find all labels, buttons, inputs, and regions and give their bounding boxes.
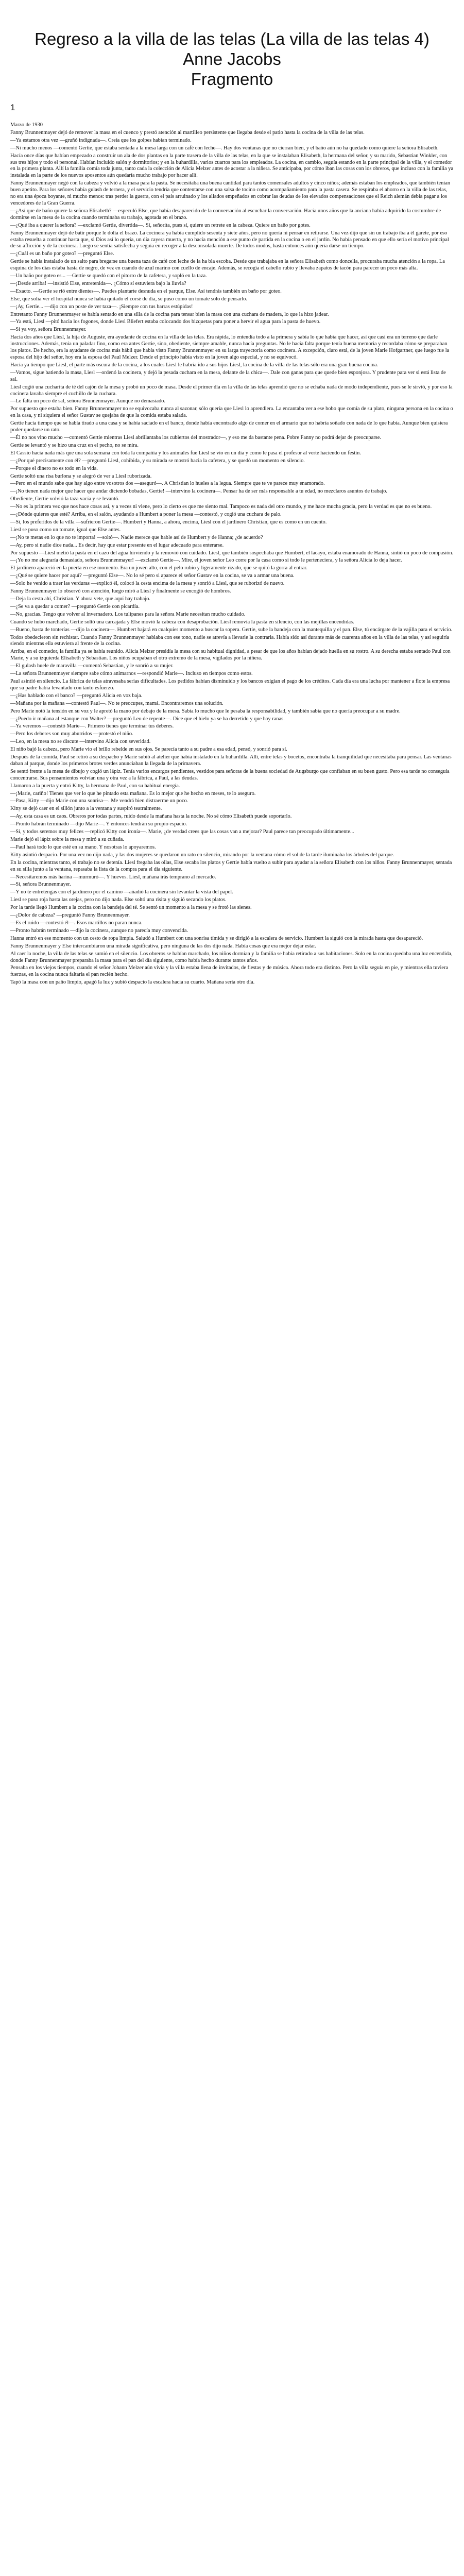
paragraph: Hacía dos años que Liesl, la hija de Auguste, era ayudante de cocina en la villa de las telas. Era rápida, lo entendía todo a la primera y sabía lo que había que hacer, así que casi era un terreno que darle instrucciones. Además, tenía un paladar fino, como era antes Gertie, sino, obediente, siempre amable, nunca hacía preguntas. No le hacía falta porque tenía buena memoria y recordaba cómo se preparaban los platos. De hecho, era la ayudante de cocina más hábil que había visto Fanny Brunnenmayer en su larga trayectoria como cocinera. A excepción, claro está, de la joven Marie Hofgartner, que luego fue la esposa del hijo del señor, hoy era la esposa del Paul Melzer. Desde el principio había visto en la joven algo especial, y no se equivocó. bbox=[10, 334, 450, 360]
paragraph: —Sí, y todos seremos muy felices —replicó Kitty con ironía—. Marie, ¿de verdad crees que las cosas van a mejorar? Paul parece tan preocupado últimamente... bbox=[10, 829, 354, 835]
paragraph: —Le falta un poco de sal, señora Brunnenmayer. Aunque no demasiado. bbox=[10, 398, 165, 404]
paragraph: —Ni mucho menos —comentó Gertie, que estaba sentada a la mesa larga con un café con leche—. Hay dos ventanas que no cierran bien, y el baño aún no ha quedado como quiere la señora Elisabeth. bbox=[10, 145, 439, 151]
paragraph: —Pasa, Kitty —dijo Marie con una sonrisa—. Me vendrá bien distraerme un poco. bbox=[10, 798, 188, 804]
paragraph: —¿Se va a quedar a comer? —preguntó Gertie con picardía. bbox=[10, 603, 140, 609]
paragraph: —El gulash huele de maravilla —comentó Sebastian, y le sonrió a su mujer. bbox=[10, 663, 174, 669]
paragraph: —¿Dónde quieres que esté? Arriba, en el salón, ayudando a Humbert a poner la mesa —contestó, y cogió una cuchara de palo. bbox=[10, 512, 282, 518]
paragraph: Por supuesto que estaba bien. Fanny Brunnenmayer no se equivocaba nunca al sazonar, sólo quería que Liesl lo aprendiera. La encantaba ver a ese bobo que comía de su plato, ninguna persona en la cocina o en la casa, y ni siquiera el señor Gustav se quejaba de que la comida estaba salada. bbox=[10, 406, 453, 419]
paragraph: Fanny Brunnenmayer negó con la cabeza y volvió a la masa para la pasta. Se necesitaba una buena cantidad para tantos comensales adultos y cinco niños; además estaban los empleados, que también tenían buen apetito. Para los señores había gulash de ternera, y el servicio tendría que contentarse con una salsa de tocino como acompañamiento para la pasta casera. Se respiraba el ahorro en la villa de las telas, no era una época boyante, ni mucho menos: tras perder la guerra, con el país arruinado y los aliados empeñados en cobrar las deudas de los elevados compensaciones que el Reich alemán debía pagar a los vencedores de la Gran Guerra. bbox=[10, 180, 451, 206]
paragraph: El Cassio hacía nada más que una sola semana con toda la compañía y los animales fue Liesl se vio en un día y como le pasa el profesor al verte haciendo un festín. bbox=[10, 450, 361, 456]
paragraph: Gertie se había instalado de un salto para bregarse una buena taza de café con leche de la ha bla escoba. Desde que trabajaba en la señora Elisabeth como doncella, procuraba mucha atención a la ropa. La esquina de los días estaba hasta de negro, de vez en cuando de azul marino con cuello de encaje. Además, se recogía el cabello rubio y llevaba zapatos de tacón para parecer un poco más alta. bbox=[10, 259, 445, 272]
paragraph: Hanna entró en ese momento con un cesto de ropa limpia. Saludó a Humbert con una sonrisa tímida y se dirigió a la escalera de servicio. Humbert la siguió con la mirada hasta que desapareció. bbox=[10, 935, 423, 941]
paragraph: Por supuesto —Liesl metió la pasta en el cazo del agua hirviendo y la removió con cuidado. Liesl, que también sospechaba que Humbert, el lacayo, estaba enamorado de Hanna, sintió un poco de compasión. bbox=[10, 550, 454, 556]
paragraph: Se sentó frente a la mesa de dibujo y cogió un lápiz. Tenía varios encargos pendientes, vestidos para señoras de la buena sociedad de Augsburgo que confiaban en su buen gusto. Pero esa tarde no conseguía concentrarse. Sus pensamientos volvían una y otra vez a la fábrica, a Paul, a las deudas. bbox=[10, 768, 450, 781]
paragraph: El niño bajó la cabeza, pero Marie vio el brillo rebelde en sus ojos. Se parecía tanto a su padre a esa edad, pensó, y sonrió para sí. bbox=[10, 747, 287, 753]
paragraph: Llamaron a la puerta y entró Kitty, la hermana de Paul, con su habitual energía. bbox=[10, 783, 180, 789]
paragraph: Liesl cogió una cucharita de té del cajón de la mesa y probó un poco de masa. Desde el primer día en la villa de las telas aprendió que no se echaba nada de modo independiente, pues se le sirvió, y por eso la cocinera lavaba siempre el cuchillo de la cuchara. bbox=[10, 384, 453, 397]
date-line: Marzo de 1930 bbox=[10, 122, 43, 128]
paragraph: Gertie se levantó y se hizo una cruz en el pecho, no se mira. bbox=[10, 442, 139, 448]
paragraph: —¡No tienen nada mejor que hacer que andar diciendo bobadas, Gertie! —intervino la cocinera—. Pensar ha de ser más responsable a tu edad, no mezclaros asuntos de trabajo. bbox=[10, 488, 387, 495]
paragraph: Por la tarde llegó Humbert a la cocina con la bandeja del té. Se sentó un momento a la mesa y se frotó las sienes. bbox=[10, 905, 252, 911]
paragraph: —No, gracias. Tengo que volver al invernadero. Los tulipanes para la señora Marie necesitan mucho cuidado. bbox=[10, 611, 246, 617]
paragraph: Hacía ya tiempo que Liesl, el parte más oscura de la cocina, a los cuales Liesl le habría ido a sus hijos Liesl, la cocina de la villa de las telas sólo era una gran buena cocina. bbox=[10, 362, 379, 368]
paragraph: Todos obedecieron sin rechistar. Cuando Fanny Brunnenmayer hablaba con ese tono, nadie se atrevía a llevarle la contraria. Había sido así durante más de cuarenta años en la villa de las telas, y así seguiría siendo mientras ella estuviera al frente de la cocina. bbox=[10, 634, 450, 647]
paragraph: —Paul hará todo lo que esté en su mano. Y nosotras lo apoyaremos. bbox=[10, 844, 156, 850]
paragraph: Cuando se hubo marchado, Gertie soltó una carcajada y Else movió la cabeza con desaprobación. Liesl removía la pasta en silencio, con las mejillas encendidas. bbox=[10, 619, 354, 625]
paragraph: —Leo, en la mesa no se discute —intervino Alicia con severidad. bbox=[10, 739, 151, 745]
paragraph: —No es la primera vez que nos hace cosas así, y a veces ni viene, pero lo cierto es que me siento mal. Tampoco es nada del otro mundo, y me hace mucha gracia, pero la verdad es que no es bueno. bbox=[10, 504, 432, 510]
paragraph: —Bueno, basta de tonterías —dijo la cocinera—. Humbert bajará en cualquier momento a buscar la sopera. Gertie, sube la bandeja con la mantequilla y el pan. Else, tú encárgate de la vajilla para el servicio. bbox=[10, 626, 453, 633]
document-body bbox=[10, 122, 454, 986]
paragraph: Gertie soltó una risa burlona y se alegró de ver a Liesl ruborizada. bbox=[10, 473, 152, 479]
book-fragment-label: Fragmento bbox=[191, 70, 273, 89]
paragraph: —¿Así que de baño quiere la señora Elisabeth? —especuló Else, que había desaparecido de la conversación al escuchar la conversación. Hacía unos años que la anciana había adquirido la costumbre de dormirse en la mesa de la cocina cuando terminaba su trabajo, agotada en el brazo. bbox=[10, 208, 441, 221]
paragraph: —Un baño por goteo es... —Gertie se quedó con el pitorro de la cafetera, y sopló en la taza. bbox=[10, 273, 207, 279]
paragraph: Fanny Brunnenmayer y Else intercambiaron una mirada significativa, pero ninguna de las dos dijo nada. Había cosas que era mejor dejar estar. bbox=[10, 943, 316, 949]
paragraph: —Sí, señora Brunnenmayer. bbox=[10, 882, 71, 888]
paragraph: Arriba, en el comedor, la familia ya se había reunido. Alicia Melzer presidía la mesa con su habitual dignidad, a pesar de que los años habían dejado huella en su rostro. A su derecha estaba sentado Paul con Marie, y a su izquierda Elisabeth y Sebastian. Los niños ocupaban el otro extremo de la mesa, vigilados por la niñera. bbox=[10, 649, 451, 662]
paragraph: —¿Has hablado con el banco? —preguntó Alicia en voz baja. bbox=[10, 692, 143, 699]
paragraph: —Mañana por la mañana —contestó Paul—. No te preocupes, mamá. Encontraremos una solución. bbox=[10, 700, 224, 706]
paragraph: —¡Ay, Gertie... —dijo con un poste de ver taza—. ¡Siempre con tus barras estúpidas! bbox=[10, 303, 193, 310]
paragraph: —¿Qué se quiere hacer por aquí? —preguntó Else—. No lo sé pero si aparece el señor Gustav en la cocina, se va a armar una buena. bbox=[10, 573, 295, 579]
book-title: Regreso a la villa de las telas (La villa de las telas 4) bbox=[35, 29, 429, 48]
paragraph: Fanny Brunnenmayer dejó de batir porque le dolía el brazo. La cocinera ya había cumplido sesenta y siete años, pero no quería ni pensar en retirarse. Una vez dijo que sin un trabajo iba a él garete, por eso estaba resuelta a continuar hasta que, si Dios así lo quería, un día cayera muerta, y no hacía mención a ese punto de partida en la cocina o en el jardín. No había pensado en que ello sería el motivo principal de su aflicción y de la cocinera. Luego se sentía satisfecha y seguía en recoger a la desconsolada muerte. De todos modos, hasta entonces aún quería darse un tiempo. bbox=[10, 230, 449, 249]
paragraph: —Ay, esta casa es un caos. Obreros por todas partes, ruido desde la mañana hasta la noche. No sé cómo Elisabeth puede soportarlo. bbox=[10, 814, 292, 820]
paragraph: —¡Yo no me alegraría demasiado, señora Brunnenmayer! —exclamó Gertie—. Mire, el joven señor Leo corre por la casa como si todo le perteneciera, y la señora Alicia lo deja hacer. bbox=[10, 557, 402, 564]
paragraph: —Exacto. —Gertie se rió entre dientes—. Puedes plantarte desnuda en el parque, Else. Así tendrás también un baño por goteo. bbox=[10, 288, 282, 294]
paragraph: Liesl se puso roja hasta las orejas, pero no dijo nada. Else soltó una risita y siguió secando los platos. bbox=[10, 897, 227, 903]
paragraph: El jardinero apareció en la puerta en ese momento. Era un joven alto, con el pelo rubio y ligeramente rizado, que se quitó la gorra al entrar. bbox=[10, 565, 308, 571]
paragraph: Tapó la masa con un paño limpio, apagó la luz y subió despacio la escalera hacia su cuarto. Mañana sería otro día. bbox=[10, 979, 255, 986]
document-title bbox=[10, 29, 454, 89]
paragraph: —Ya está, Liesl —pitó hacia los fogones, donde Liesl Bliefert estaba colocando dos bizquetas para poner a hervir el agua para la pasta de huevo. bbox=[10, 319, 321, 325]
paragraph: Hacía once días que habían empezado a construir un ala de dos plantas en la parte trasera de la villa de las telas, en la que se instalaban Elisabeth, la hermana del señor, y su marido, Sebastian Winkler, con sus tres hijos y todo el personal. Habían incluido salón y dormitorios; y en la buhardilla, varios cuartos para los empleados. La cocina, en cambio, seguía estando en la parte principal de la villa, y el comedor en la primera planta. Allí la familia comía toda junta, tanto cada la colección de Alicia Melzer antes de acostar a la niñera. Se anticipaba, por cómo iban las cosas con los obreros, que incluso con la familia ya instalada en la parte de los nuevos aposentos aún quedaría mucho trabajo por hacer allí. bbox=[10, 152, 454, 179]
paragraph: —Ya veremos —contestó Marie—. Primero tienes que terminar tus deberes. bbox=[10, 723, 174, 730]
paragraph: Liesl se puso como un tomate, igual que Else antes. bbox=[10, 527, 121, 533]
paragraph: —Él no nos vino mucho —comentó Gertie mientras Liesl abrillantaba los cubiertos del mostrador—, y eso me da bastante pena. Pobre Fanny no podrá dejar de preocuparse. bbox=[10, 434, 381, 440]
paragraph: Después de la comida, Paul se retiró a su despacho y Marie subió al atelier que había instalado en la buhardilla. Allí, entre telas y bocetos, encontraba la tranquilidad que necesitaba para pensar. Las ventanas daban al parque, donde los primeros brotes verdes anunciaban la llegada de la primavera. bbox=[10, 754, 452, 767]
paragraph: —Porque el dinero no es todo en la vida. bbox=[10, 465, 98, 471]
paragraph: —Solo he venido a traer las verduras —explicó él, colocó la cesta encima de la mesa y sonrió a Liesl, que se ruborizó de nuevo. bbox=[10, 581, 285, 587]
paragraph: —¿Dolor de cabeza? —preguntó Fanny Brunnenmayer. bbox=[10, 912, 130, 919]
paragraph: Kitty asintió despacio. Por una vez no dijo nada, y las dos mujeres se quedaron un rato en silencio, mirando por la ventana cómo el sol de la tarde iluminaba los árboles del parque. bbox=[10, 852, 394, 858]
paragraph: Fanny Brunnenmayer lo observó con atención, luego miró a Liesl y finalmente se encogió de hombros. bbox=[10, 588, 231, 595]
paragraph: Marie dejó el lápiz sobre la mesa y miró a su cuñada. bbox=[10, 837, 125, 842]
paragraph: Obediente, Gertie volvió la taza vacía y se levantó. bbox=[10, 496, 119, 502]
paragraph: —Ay, pero si nadie dice nada... Es decir, hay que estar presente en el lugar adecuado para enterarse. bbox=[10, 542, 224, 548]
paragraph: —La señora Brunnenmayer siempre sabe cómo animarnos —respondió Marie—. Incluso en tiempos como estos. bbox=[10, 671, 253, 677]
paragraph: —Pronto habrán terminado —dijo Marie—. Y entonces tendrán su propio espacio. bbox=[10, 821, 187, 827]
paragraph: —¿Cuál es un baño por goteo? —preguntó Else. bbox=[10, 251, 114, 257]
paragraph: Gertie hacía tiempo que se había tirado a una casa y se había saciado en el banco, donde había encontrado algo de comer en el armario que no habría soñado con nada de lo que había. Aunque bien quisiera poder quedarse un rato. bbox=[10, 420, 448, 433]
paragraph: Entretanto Fanny Brunnenmayer se había sentado en una silla de la cocina para tensar bien la masa con una cuchara de madera, lo que la hizo jadear. bbox=[10, 311, 329, 317]
chapter-number: 1 bbox=[10, 103, 15, 112]
paragraph: —Vamos, sigue batiendo la masa, Liesl —ordenó la cocinera, y dejó la pesada cuchara en la mesa, delante de la chica—. Dale con ganas para que quede bien esponjosa. Y prudente para ver si está lista de sal. bbox=[10, 369, 446, 382]
paragraph: En la cocina, mientras tanto, el trabajo no se detenía. Liesl fregaba las ollas, Else secaba los platos y Gertie había vuelto a subir para ayudar a la señora Elisabeth con los niños. Fanny Brunnenmayer, sentada en su silla junto a la ventana, repasaba la lista de la compra para el día siguiente. bbox=[10, 859, 452, 872]
paragraph: —Ya estamos otra vez —gruñó indignada—. Creía que los golpes habían terminado. bbox=[10, 137, 192, 143]
paragraph: Kitty se dejó caer en el sillón junto a la ventana y suspiró teatralmente. bbox=[10, 806, 162, 812]
paragraph: Paul asintió en silencio. La fábrica de telas atravesaba serias dificultades. Los pedidos habían disminuido y los bancos exigían el pago de los créditos. Cada día era una lucha por mantener a flote la empresa que su padre había levantado con tanto esfuerzo. bbox=[10, 678, 450, 691]
paragraph: —Pero en el mundo sabe que hay algo entre vosotros dos —aseguró—. A Christian lo hueles a la legua. Siempre que te ve parece muy enamorado. bbox=[10, 481, 325, 487]
paragraph: —Pero los deberes son muy aburridos —protestó el niño. bbox=[10, 731, 133, 737]
paragraph: —¡Desde arriba! —insistió Else, entretenida—. ¿Cómo sí estuviera bajo la lluvia? bbox=[10, 280, 186, 286]
paragraph: —¿Por qué precisamente con él? —preguntó Liesl, cohibida, y su mirada se mostró hacia la cafetera, y se quedó un momento en silencio. bbox=[10, 457, 305, 464]
paragraph: —¡Marie, cariño! Tienes que ver lo que he pintado esta mañana. Es lo mejor que he hecho en meses, te lo aseguro. bbox=[10, 790, 256, 796]
paragraph: —Sí ya voy, señora Brunnenmayer. bbox=[10, 327, 87, 333]
paragraph: —Y no te entretengas con el jardinero por el camino —añadió la cocinera sin levantar la vista del papel. bbox=[10, 889, 233, 895]
paragraph: —¿Qué iba a querer la señora? —exclamó Gertie, divertida—. Sí, señorita, pues sí, quiere un retrete en la cabeza. Quiere un baño por gotes. bbox=[10, 222, 311, 228]
paragraph: —Sí, los preferidos de la villa —sufrieron Gertie—. Humbert y Hanna, a ahora, encima, Liesl con el jardinero Christian, que es como en un cuento. bbox=[10, 519, 327, 525]
paragraph: —¿Puedo ir mañana al estanque con Walter? —preguntó Leo de repente—. Dice que el hielo ya se ha derretido y que hay ranas. bbox=[10, 716, 285, 722]
paragraph: —Pronto habrán terminado —dijo la cocinera, aunque no parecía muy convencida. bbox=[10, 927, 188, 934]
paragraph: Al caer la noche, la villa de las telas se sumió en el silencio. Los obreros se habían marchado, los niños dormían y la familia se había retirado a sus habitaciones. Solo en la cocina quedaba una luz encendida, donde Fanny Brunnenmayer preparaba la masa para el pan del día siguiente, como había hecho durante tantos años. bbox=[10, 951, 453, 963]
paragraph: —Deja la cesta ahí, Christian. Y ahora vete, que aquí hay trabajo. bbox=[10, 596, 150, 602]
paragraph: Else, que solía ver el hospital nunca se había quitado el corsé de día, se puso como un tomate solo de pensarlo. bbox=[10, 296, 247, 302]
paragraph: Pensaba en los viejos tiempos, cuando el señor Johann Melzer aún vivía y la villa estaba llena de invitados, de fiestas y de música. Ahora todo era distinto. Pero la villa seguía en pie, y mientras ella tuviera fuerzas, en la cocina nunca faltaría el pan recién hecho. bbox=[10, 965, 449, 978]
paragraph: —Es el ruido —contestó él—. Esos martillos no paran nunca. bbox=[10, 920, 143, 926]
paragraph: Fanny Brunnenmayer dejó de remover la masa en el cuenco y prestó atención al martilleo persistente que llegaba desde el patio hasta la cocina de la villa de las telas. bbox=[10, 129, 365, 135]
book-author: Anne Jacobs bbox=[183, 49, 281, 69]
paragraph: —¡No te metas en lo que no te importa! —soltó—. Nadie merece que hable así de Humbert y de Hanna; ¿de acuerdo? bbox=[10, 534, 263, 540]
paragraph: —Necesitaremos más harina —murmuró—. Y huevos. Liesl, mañana irás temprano al mercado. bbox=[10, 874, 216, 880]
paragraph: Pero Marie notó la tensión en su voz y le apretó la mano por debajo de la mesa. Sabía lo mucho que le pesaba la responsabilidad, y también sabía que no quería preocupar a su madre. bbox=[10, 708, 401, 714]
